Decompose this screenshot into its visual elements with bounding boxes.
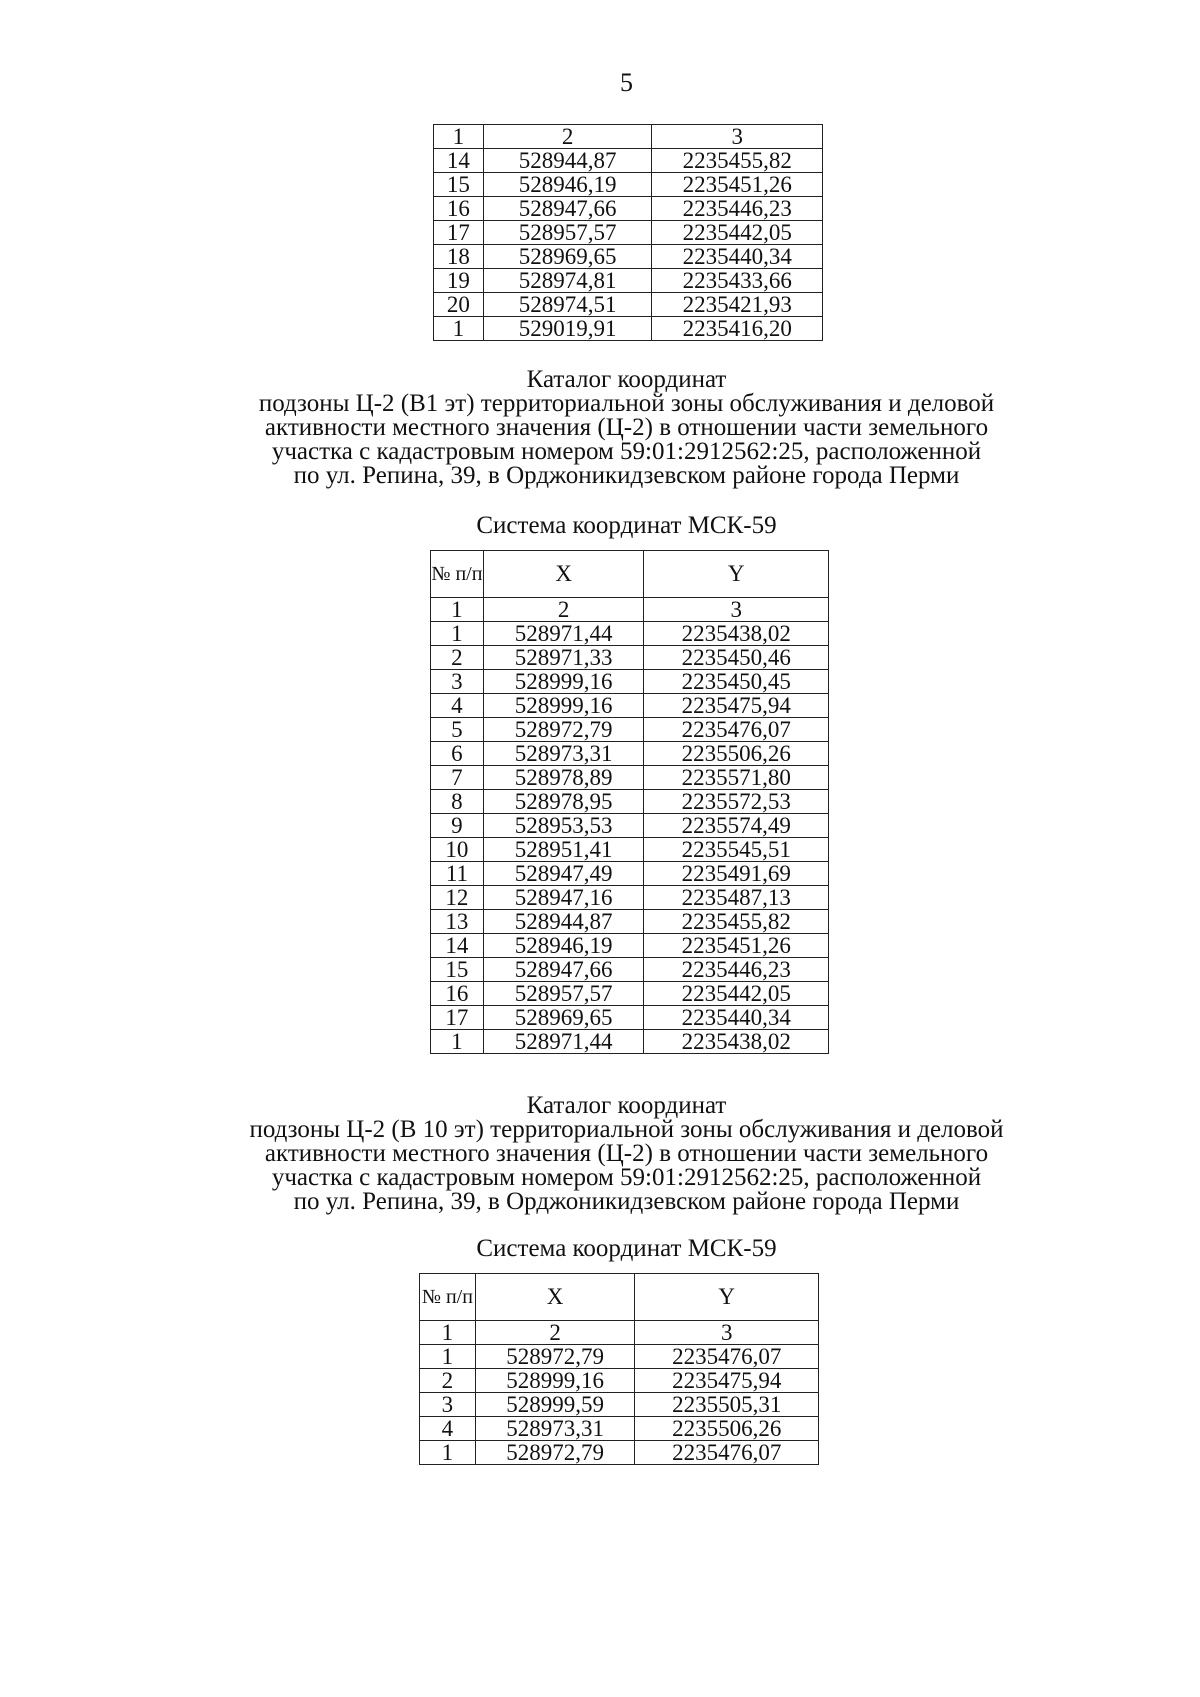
x-cell: 528971,33 xyxy=(483,646,644,670)
x-cell: 528953,53 xyxy=(483,814,644,838)
y-cell: 2235440,34 xyxy=(644,1006,829,1030)
row-number-cell: 20 xyxy=(434,293,484,317)
table-row xyxy=(431,1030,829,1054)
table-header-row xyxy=(420,1274,819,1321)
column-number-cell: 3 xyxy=(644,598,829,622)
x-cell: 528971,44 xyxy=(483,1030,644,1054)
row-number-cell: 1 xyxy=(420,1345,476,1369)
x-cell: 528957,57 xyxy=(483,221,652,245)
table-row xyxy=(434,173,823,197)
table-row xyxy=(431,934,829,958)
x-cell: 529019,91 xyxy=(483,317,652,341)
catalog-title-v1 xyxy=(0,368,1200,488)
table-row xyxy=(420,1345,819,1369)
table-row xyxy=(431,622,829,646)
catalog-title-line: участка с кадастровым номером 59:01:2912562:25, расположенной xyxy=(271,438,982,465)
table-row xyxy=(434,221,823,245)
x-cell: 528946,19 xyxy=(483,934,644,958)
column-header-x: X xyxy=(483,551,644,598)
coordinates-table-v1 xyxy=(430,550,829,1054)
x-cell: 528969,65 xyxy=(483,245,652,269)
y-cell: 2235476,07 xyxy=(635,1345,819,1369)
x-cell: 528973,31 xyxy=(475,1417,635,1441)
x-cell: 528946,19 xyxy=(483,173,652,197)
x-cell: 528972,79 xyxy=(483,718,644,742)
x-cell: 528978,89 xyxy=(483,766,644,790)
x-cell: 528978,95 xyxy=(483,790,644,814)
row-number-cell: 4 xyxy=(431,694,484,718)
column-number-row xyxy=(431,598,829,622)
table-row xyxy=(434,149,823,173)
column-number-cell: 3 xyxy=(635,1321,819,1345)
column-header-y: Y xyxy=(635,1274,819,1321)
x-cell: 528947,66 xyxy=(483,958,644,982)
y-cell: 2235421,93 xyxy=(652,293,823,317)
column-number-row xyxy=(434,125,823,149)
x-cell: 528974,51 xyxy=(483,293,652,317)
table-row xyxy=(431,886,829,910)
y-cell: 2235451,26 xyxy=(652,173,823,197)
row-number-cell: 3 xyxy=(420,1393,476,1417)
table-row xyxy=(431,862,829,886)
column-header-number: № п/п xyxy=(420,1274,476,1321)
table-row xyxy=(434,245,823,269)
catalog-title-line: подзоны Ц-2 (В 10 эт) территориальной зоны обслуживания и деловой xyxy=(249,1116,1004,1143)
table-row xyxy=(431,1006,829,1030)
catalog-title-line: участка с кадастровым номером 59:01:2912562:25, расположенной xyxy=(271,1164,982,1191)
table-row xyxy=(431,838,829,862)
row-number-cell: 3 xyxy=(431,670,484,694)
row-number-cell: 7 xyxy=(431,766,484,790)
column-number-cell: 1 xyxy=(431,598,484,622)
x-cell: 528999,16 xyxy=(483,670,644,694)
table-row xyxy=(431,742,829,766)
column-header-x: X xyxy=(475,1274,635,1321)
row-number-cell: 12 xyxy=(431,886,484,910)
catalog-title-line: подзоны Ц-2 (В1 эт) территориальной зоны обслуживания и деловой xyxy=(258,390,995,417)
table-row xyxy=(434,317,823,341)
row-number-cell: 5 xyxy=(431,718,484,742)
row-number-cell: 19 xyxy=(434,269,484,293)
y-cell: 2235446,23 xyxy=(644,958,829,982)
catalog-title-line: активности местного значения (Ц-2) в отношении части земельного xyxy=(264,414,989,441)
column-header-y: Y xyxy=(644,551,829,598)
y-cell: 2235506,26 xyxy=(644,742,829,766)
x-cell: 528947,16 xyxy=(483,886,644,910)
row-number-cell: 2 xyxy=(431,646,484,670)
y-cell: 2235476,07 xyxy=(644,718,829,742)
y-cell: 2235450,45 xyxy=(644,670,829,694)
row-number-cell: 1 xyxy=(431,1030,484,1054)
x-cell: 528999,16 xyxy=(483,694,644,718)
row-number-cell: 17 xyxy=(431,1006,484,1030)
x-cell: 528944,87 xyxy=(483,910,644,934)
y-cell: 2235442,05 xyxy=(652,221,823,245)
coordinates-table-continued xyxy=(433,124,823,341)
y-cell: 2235440,34 xyxy=(652,245,823,269)
row-number-cell: 4 xyxy=(420,1417,476,1441)
table-row xyxy=(431,718,829,742)
column-number-cell: 2 xyxy=(483,125,652,149)
table-row xyxy=(434,197,823,221)
y-cell: 2235446,23 xyxy=(652,197,823,221)
y-cell: 2235438,02 xyxy=(644,622,829,646)
table-row xyxy=(431,790,829,814)
x-cell: 528944,87 xyxy=(483,149,652,173)
coordinate-system-label: Система координат МСК-59 xyxy=(476,512,777,539)
row-number-cell: 1 xyxy=(431,622,484,646)
row-number-cell: 14 xyxy=(431,934,484,958)
x-cell: 528969,65 xyxy=(483,1006,644,1030)
row-number-cell: 15 xyxy=(434,173,484,197)
table-row xyxy=(434,269,823,293)
x-cell: 528972,79 xyxy=(475,1441,635,1465)
x-cell: 528973,31 xyxy=(483,742,644,766)
y-cell: 2235571,80 xyxy=(644,766,829,790)
column-header-number: № п/п xyxy=(431,551,484,598)
row-number-cell: 16 xyxy=(434,197,484,221)
catalog-title-v10 xyxy=(0,1094,1200,1214)
table-row xyxy=(434,293,823,317)
y-cell: 2235545,51 xyxy=(644,838,829,862)
y-cell: 2235450,46 xyxy=(644,646,829,670)
column-number-cell: 1 xyxy=(420,1321,476,1345)
row-number-cell: 2 xyxy=(420,1369,476,1393)
y-cell: 2235442,05 xyxy=(644,982,829,1006)
table-row xyxy=(431,646,829,670)
row-number-cell: 8 xyxy=(431,790,484,814)
column-number-cell: 1 xyxy=(434,125,484,149)
table-row xyxy=(431,958,829,982)
y-cell: 2235451,26 xyxy=(644,934,829,958)
x-cell: 528972,79 xyxy=(475,1345,635,1369)
x-cell: 528999,16 xyxy=(475,1369,635,1393)
y-cell: 2235491,69 xyxy=(644,862,829,886)
x-cell: 528947,49 xyxy=(483,862,644,886)
column-number-cell: 2 xyxy=(483,598,644,622)
y-cell: 2235505,31 xyxy=(635,1393,819,1417)
table-row xyxy=(431,982,829,1006)
x-cell: 528974,81 xyxy=(483,269,652,293)
coordinate-system-label: Система координат МСК-59 xyxy=(476,1235,777,1262)
x-cell: 528947,66 xyxy=(483,197,652,221)
y-cell: 2235476,07 xyxy=(635,1441,819,1465)
y-cell: 2235475,94 xyxy=(644,694,829,718)
catalog-title-line: активности местного значения (Ц-2) в отношении части земельного xyxy=(264,1140,989,1167)
catalog-title-line: по ул. Репина, 39, в Орджоникидзевском районе города Перми xyxy=(293,1188,960,1215)
column-number-cell: 3 xyxy=(652,125,823,149)
catalog-title-line: Каталог координат xyxy=(526,366,727,393)
x-cell: 528951,41 xyxy=(483,838,644,862)
x-cell: 528971,44 xyxy=(483,622,644,646)
x-cell: 528957,57 xyxy=(483,982,644,1006)
table-row xyxy=(431,694,829,718)
x-cell: 528999,59 xyxy=(475,1393,635,1417)
row-number-cell: 18 xyxy=(434,245,484,269)
row-number-cell: 10 xyxy=(431,838,484,862)
row-number-cell: 17 xyxy=(434,221,484,245)
table-header-row xyxy=(431,551,829,598)
row-number-cell: 14 xyxy=(434,149,484,173)
y-cell: 2235506,26 xyxy=(635,1417,819,1441)
row-number-cell: 9 xyxy=(431,814,484,838)
row-number-cell: 6 xyxy=(431,742,484,766)
y-cell: 2235455,82 xyxy=(644,910,829,934)
y-cell: 2235572,53 xyxy=(644,790,829,814)
row-number-cell: 1 xyxy=(420,1441,476,1465)
table-row xyxy=(420,1369,819,1393)
table-row xyxy=(420,1393,819,1417)
y-cell: 2235433,66 xyxy=(652,269,823,293)
column-number-cell: 2 xyxy=(475,1321,635,1345)
row-number-cell: 13 xyxy=(431,910,484,934)
row-number-cell: 16 xyxy=(431,982,484,1006)
column-number-row xyxy=(420,1321,819,1345)
y-cell: 2235475,94 xyxy=(635,1369,819,1393)
table-row xyxy=(420,1417,819,1441)
page-number: 5 xyxy=(620,68,633,97)
table-row xyxy=(431,766,829,790)
row-number-cell: 1 xyxy=(434,317,484,341)
y-cell: 2235487,13 xyxy=(644,886,829,910)
y-cell: 2235574,49 xyxy=(644,814,829,838)
table-row xyxy=(431,910,829,934)
row-number-cell: 11 xyxy=(431,862,484,886)
y-cell: 2235455,82 xyxy=(652,149,823,173)
table-row xyxy=(431,670,829,694)
y-cell: 2235438,02 xyxy=(644,1030,829,1054)
row-number-cell: 15 xyxy=(431,958,484,982)
catalog-title-line: Каталог координат xyxy=(526,1092,727,1119)
table-row xyxy=(420,1441,819,1465)
table-row xyxy=(431,814,829,838)
y-cell: 2235416,20 xyxy=(652,317,823,341)
catalog-title-line: по ул. Репина, 39, в Орджоникидзевском районе города Перми xyxy=(293,462,960,489)
coordinates-table-v10 xyxy=(419,1273,819,1465)
